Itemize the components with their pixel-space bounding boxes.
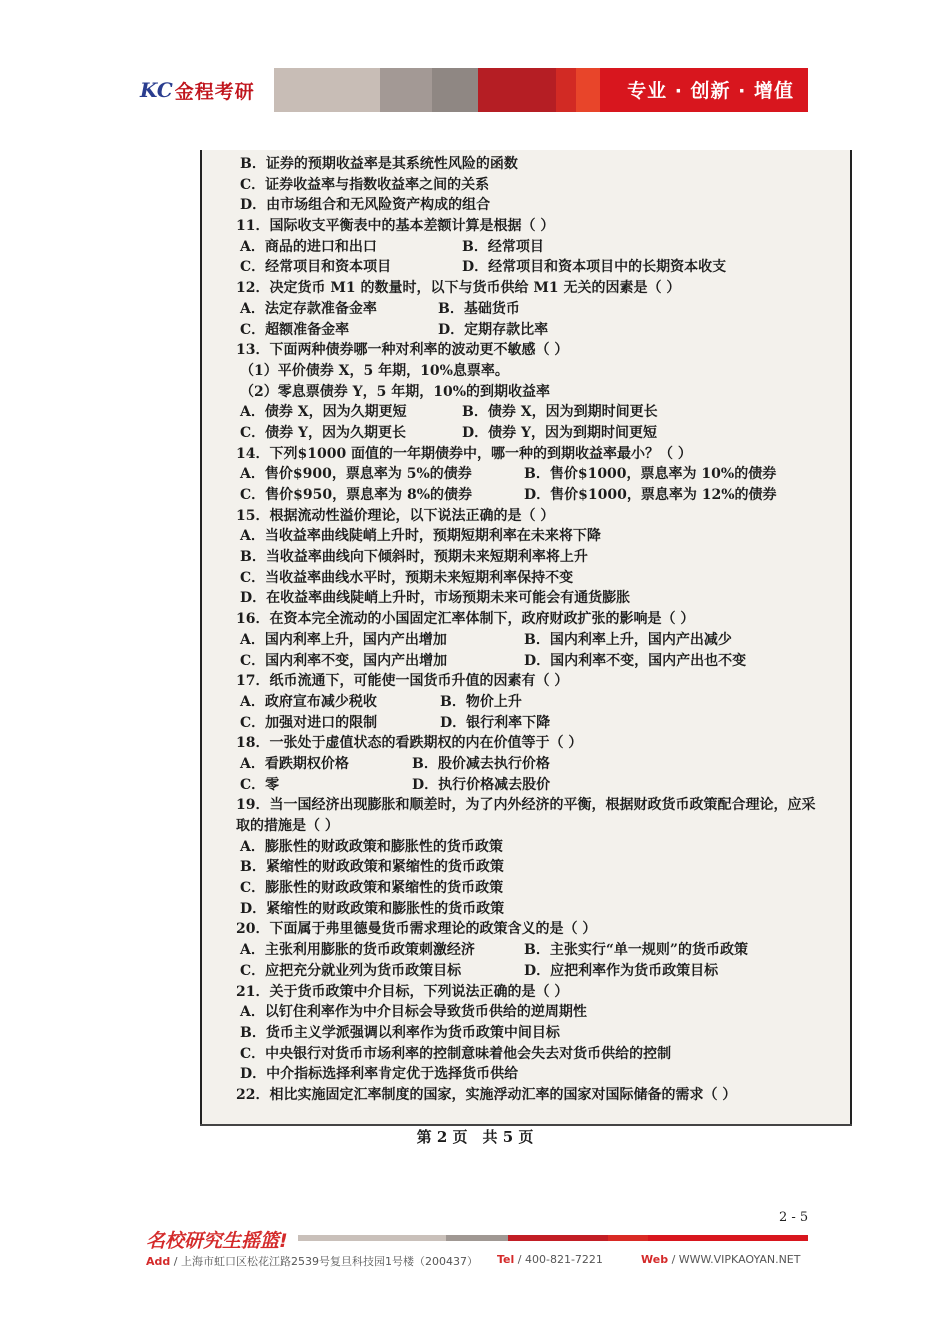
- option-line: D．中介指标选择利率肯定优于选择货币供给: [240, 1066, 519, 1083]
- header-stripe: [576, 68, 600, 112]
- option-b: B．经常项目: [462, 238, 544, 255]
- sub-item: （2）零息票债券 Y，5 年期，10%的到期收益率: [240, 383, 551, 400]
- option-b: B．主张实行“单一规则”的货币政策: [524, 942, 748, 959]
- option-line: B．货币主义学派强调以利率作为货币政策中间目标: [240, 1024, 560, 1041]
- option-b: B．售价$1000，票息率为 10%的债券: [524, 466, 777, 483]
- option-row: [236, 692, 848, 713]
- logo-mark: KC: [140, 78, 173, 102]
- option-line: A．以钉住利率作为中介目标会导致货币供给的逆周期性: [240, 1004, 587, 1021]
- option-line: D．由市场组合和无风险资产构成的组合: [240, 197, 491, 214]
- option-row: [236, 713, 848, 734]
- option-row: [236, 402, 848, 423]
- option-a: A．主张利用膨胀的货币政策刺激经济: [240, 942, 475, 959]
- sub-item: （1）平价债券 X，5 年期，10%息票率。: [240, 362, 509, 379]
- web-url[interactable]: WWW.VIPKAOYAN.NET: [678, 1253, 801, 1266]
- option-d: D．银行利率下降: [440, 714, 551, 731]
- option-d: D．定期存款比率: [438, 321, 549, 338]
- address-label: Add: [146, 1255, 171, 1268]
- brand-logo: [140, 68, 276, 112]
- option-a: A．债券 X，因为久期更短: [240, 404, 407, 421]
- option-row: [236, 485, 848, 506]
- option-c: C．债券 Y，因为久期更长: [240, 424, 407, 441]
- option-a: A．政府宣布减少税收: [240, 693, 377, 710]
- option-line: A．膨胀性的财政政策和膨胀性的货币政策: [240, 838, 503, 855]
- question-stem: 19．当一国经济出现膨胀和顺差时，为了内外经济的平衡，根据财政货币政策配合理论，应采: [236, 797, 816, 814]
- option-d: D．债券 Y，因为到期时间更短: [462, 424, 658, 441]
- option-line: C．证券收益率与指数收益率之间的关系: [240, 176, 490, 193]
- question-stem: 11．国际收支平衡表中的基本差额计算是根据（ ）: [236, 218, 555, 235]
- footer-bar-segment: [508, 1235, 608, 1241]
- page-code: 2 - 5: [779, 1210, 809, 1225]
- option-a: A．看跌期权价格: [240, 755, 349, 772]
- option-row: [236, 775, 848, 796]
- question-stem: 12．决定货币 M1 的数量时，以下与货币供给 M1 无关的因素是（ ）: [236, 280, 681, 297]
- footer-tel: Tel / 400-821-7221: [497, 1253, 603, 1266]
- option-row: [236, 320, 848, 341]
- option-a: A．国内利率上升，国内产出增加: [240, 631, 447, 648]
- option-a: A．商品的进口和出口: [240, 238, 377, 255]
- web-label: Web: [641, 1253, 669, 1266]
- tel-number: 400-821-7221: [524, 1253, 603, 1266]
- header-stripe: [274, 68, 380, 112]
- question-stem: 15．根据流动性溢价理论，以下说法正确的是（ ）: [236, 507, 555, 524]
- option-line: D．在收益率曲线陡峭上升时，市场预期未来可能会有通货膨胀: [240, 590, 631, 607]
- header-stripe: [432, 68, 478, 112]
- footer-bar-segment: [446, 1235, 508, 1241]
- option-c: C．售价$950，票息率为 8%的债券: [240, 487, 473, 503]
- tel-label: Tel: [497, 1253, 515, 1266]
- page-header: [140, 68, 808, 112]
- option-row: [236, 257, 848, 278]
- option-c: C．经常项目和资本项目: [240, 259, 392, 276]
- option-line: B．证券的预期收益率是其系统性风险的函数: [240, 156, 518, 172]
- option-line: B．当收益率曲线向下倾斜时，预期未来短期利率将上升: [240, 549, 588, 566]
- question-stem: 13．下面两种债券哪一种对利率的波动更不敏感（ ）: [236, 342, 569, 359]
- option-row: [236, 961, 848, 982]
- footer-address: Add / 上海市虹口区松花江路2539号复旦科技园1号楼（200437）: [146, 1255, 478, 1268]
- option-c: C．加强对进口的限制: [240, 714, 378, 731]
- header-stripe: [478, 68, 556, 112]
- header-stripe: [556, 68, 576, 112]
- option-line: A．当收益率曲线陡峭上升时，预期短期利率在未来将下降: [240, 528, 601, 545]
- option-row: [236, 630, 848, 651]
- option-c: C．国内利率不变，国内产出增加: [240, 652, 448, 669]
- header-stripe: [380, 68, 432, 112]
- option-d: D．售价$1000，票息率为 12%的债券: [524, 487, 777, 503]
- option-row: [236, 299, 848, 320]
- question-stem: 16．在资本完全流动的小国固定汇率体制下，政府财政扩张的影响是（ ）: [236, 611, 695, 628]
- footer-bar-segment: [298, 1235, 446, 1241]
- option-a: A．售价$900，票息率为 5%的债券: [240, 466, 472, 483]
- header-slogan: 专业 · 创新 · 增值: [627, 80, 794, 102]
- exam-page-number: 第 2 页 共 5 页: [416, 1128, 534, 1146]
- option-b: B．物价上升: [440, 693, 522, 710]
- footer-slogan: 名校研究生摇篮!: [146, 1230, 288, 1252]
- option-a: A．法定存款准备金率: [240, 300, 377, 317]
- address-text: 上海市虹口区松花江路2539号复旦科技园1号楼（200437）: [180, 1255, 478, 1268]
- question-stem: 22．相比实施固定汇率制度的国家，实施浮动汇率的国家对国际储备的需求（ ）: [236, 1086, 737, 1103]
- option-line: D．紧缩性的财政政策和膨胀性的货币政策: [240, 900, 505, 917]
- question-stem: 18．一张处于虚值状态的看跌期权的内在价值等于（ ）: [236, 735, 583, 752]
- option-d: D．经常项目和资本项目中的长期资本收支: [462, 259, 727, 276]
- option-line: C．膨胀性的财政政策和紧缩性的货币政策: [240, 880, 504, 897]
- footer-web[interactable]: Web / WWW.VIPKAOYAN.NET: [641, 1253, 801, 1266]
- option-row: [236, 754, 848, 775]
- question-stem: 20．下面属于弗里德曼货币需求理论的政策含义的是（ ）: [236, 921, 597, 938]
- logo-text: 金程考研: [174, 80, 255, 103]
- option-b: B．股价减去执行价格: [412, 755, 550, 772]
- option-d: D．应把利率作为货币政策目标: [524, 962, 719, 979]
- option-row: [236, 651, 848, 672]
- question-stem-continued: 取的措施是（ ）: [236, 818, 339, 834]
- option-b: B．债券 X，因为到期时间更长: [462, 404, 658, 421]
- option-line: B．紧缩性的财政政策和紧缩性的货币政策: [240, 859, 504, 876]
- footer-bar-segment: [608, 1235, 648, 1241]
- option-line: C．当收益率曲线水平时，预期未来短期利率保持不变: [240, 569, 574, 586]
- scanned-exam-page: [200, 150, 852, 1126]
- exam-questions: [236, 154, 848, 1106]
- footer-bar: [298, 1235, 808, 1241]
- footer-bar-segment: [648, 1235, 808, 1241]
- option-row: [236, 464, 848, 485]
- question-stem: 21．关于货币政策中介目标，下列说法正确的是（ ）: [236, 983, 569, 1000]
- option-line: C．中央银行对货币市场利率的控制意味着他会失去对货币供给的控制: [240, 1045, 672, 1062]
- option-c: C．零: [240, 776, 280, 793]
- question-stem: 14．下列$1000 面值的一年期债券中，哪一种的到期收益率最小？（ ）: [236, 445, 692, 462]
- question-stem: 17．纸币流通下，可能使一国货币升值的因素有（ ）: [236, 673, 569, 690]
- option-b: B．国内利率上升，国内产出减少: [524, 631, 732, 648]
- option-d: D．执行价格减去股价: [412, 776, 551, 793]
- option-row: [236, 237, 848, 258]
- option-d: D．国内利率不变，国内产出也不变: [524, 652, 747, 669]
- option-row: [236, 423, 848, 444]
- option-c: C．应把充分就业列为货币政策目标: [240, 962, 462, 979]
- option-row: [236, 940, 848, 961]
- option-b: B．基础货币: [438, 300, 520, 317]
- option-c: C．超额准备金率: [240, 321, 350, 338]
